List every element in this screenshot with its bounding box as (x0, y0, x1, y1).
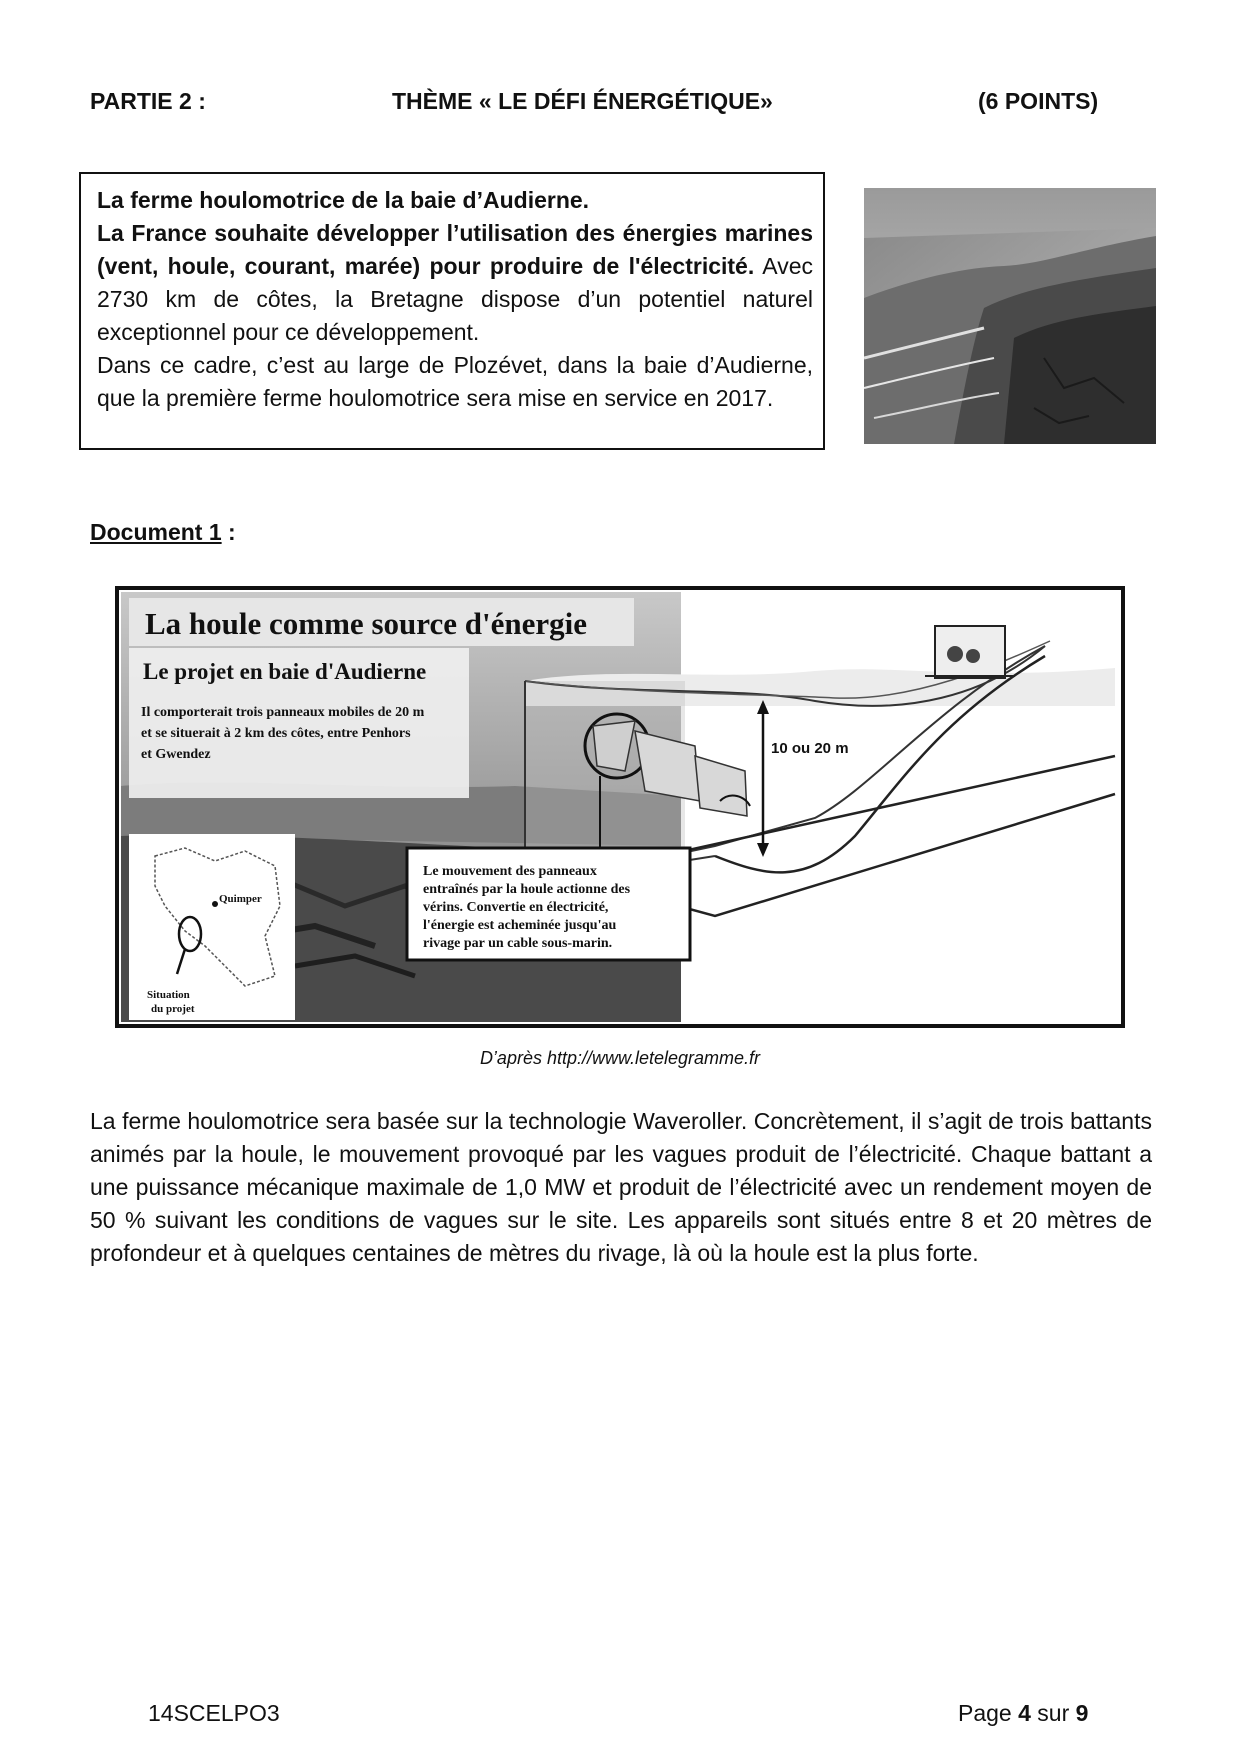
intro-title: La ferme houlomotrice de la baie d’Audierne. (97, 187, 590, 213)
page-word: Page (958, 1700, 1019, 1726)
depth-label: 10 ou 20 m (771, 740, 849, 757)
map-caption-2: du projet (151, 1003, 195, 1015)
intro-text (97, 184, 813, 415)
callout-line1: Le mouvement des panneaux (423, 864, 597, 879)
exam-code: 14SCELPO3 (148, 1700, 280, 1726)
page-number (958, 1700, 1088, 1727)
map-caption-1: Situation (147, 989, 190, 1001)
theme-title: THÈME « LE DÉFI ÉNERGÉTIQUE» (392, 88, 773, 114)
body-paragraph: La ferme houlomotrice sera basée sur la technologie Waveroller. Concrètement, il s’agit de trois battants animés par la houle, le mouvement provoqué par les vagues produit de l’électricité. Chaque battant a une puissance mécanique maximale de 1,0 MW et produit de l’électricité avec un rendement moyen de 50 % suivant les conditions de vagues sur le site. Les appareils sont situés entre 8 et 20 mètres de profondeur et à quelques centaines de mètres du rivage, là où la houle est la plus forte. (90, 1108, 1152, 1266)
intro-text-rest: Avec 2730 km de côtes, la Bretagne dispose d’un potentiel naturel exceptionnel pour ce développement. (97, 253, 814, 345)
intro-bold-sentence: La France souhaite développer l’utilisation des énergies marines (vent, houle, courant, marée) pour produire de l'électricité. (97, 220, 813, 279)
document-label-colon: : (221, 519, 236, 545)
source-credit: D’après http://www.letelegramme.fr (479, 1048, 761, 1068)
section-label: PARTIE 2 : (90, 88, 206, 114)
intro-text-2: Dans ce cadre, c’est au large de Plozévet, dans la baie d’Audierne, que la première ferme houlomotrice sera mise en service en 2017. (97, 352, 813, 411)
map-city: Quimper (219, 893, 262, 905)
document-label (90, 519, 236, 546)
callout-line5: rivage par un cable sous-marin. (423, 936, 613, 951)
callout-line3: vérins. Convertie en électricité, (423, 900, 609, 915)
points-label: (6 POINTS) (978, 88, 1099, 114)
callout-line2: entraînés par la houle actionne des (423, 882, 631, 897)
of-word: sur (1030, 1700, 1076, 1726)
figure-desc-line3: et Gwendez (141, 747, 211, 762)
figure-title: La houle comme source d'énergie (145, 606, 587, 641)
current-page: 4 (1018, 1700, 1031, 1726)
figure-desc-line2: et se situerait à 2 km des côtes, entre Penhors (141, 726, 411, 741)
wave-energy-figure (115, 586, 1125, 1028)
intro-box (79, 172, 825, 450)
figure-subtitle: Le projet en baie d'Audierne (143, 659, 427, 684)
document-label-text: Document 1 (90, 519, 222, 545)
callout-line4: l'énergie est acheminée jusqu'au (423, 918, 617, 933)
coastline-photo (864, 188, 1156, 444)
total-pages: 9 (1075, 1700, 1089, 1726)
figure-desc-line1: Il comporterait trois panneaux mobiles de 20 m (141, 705, 425, 720)
